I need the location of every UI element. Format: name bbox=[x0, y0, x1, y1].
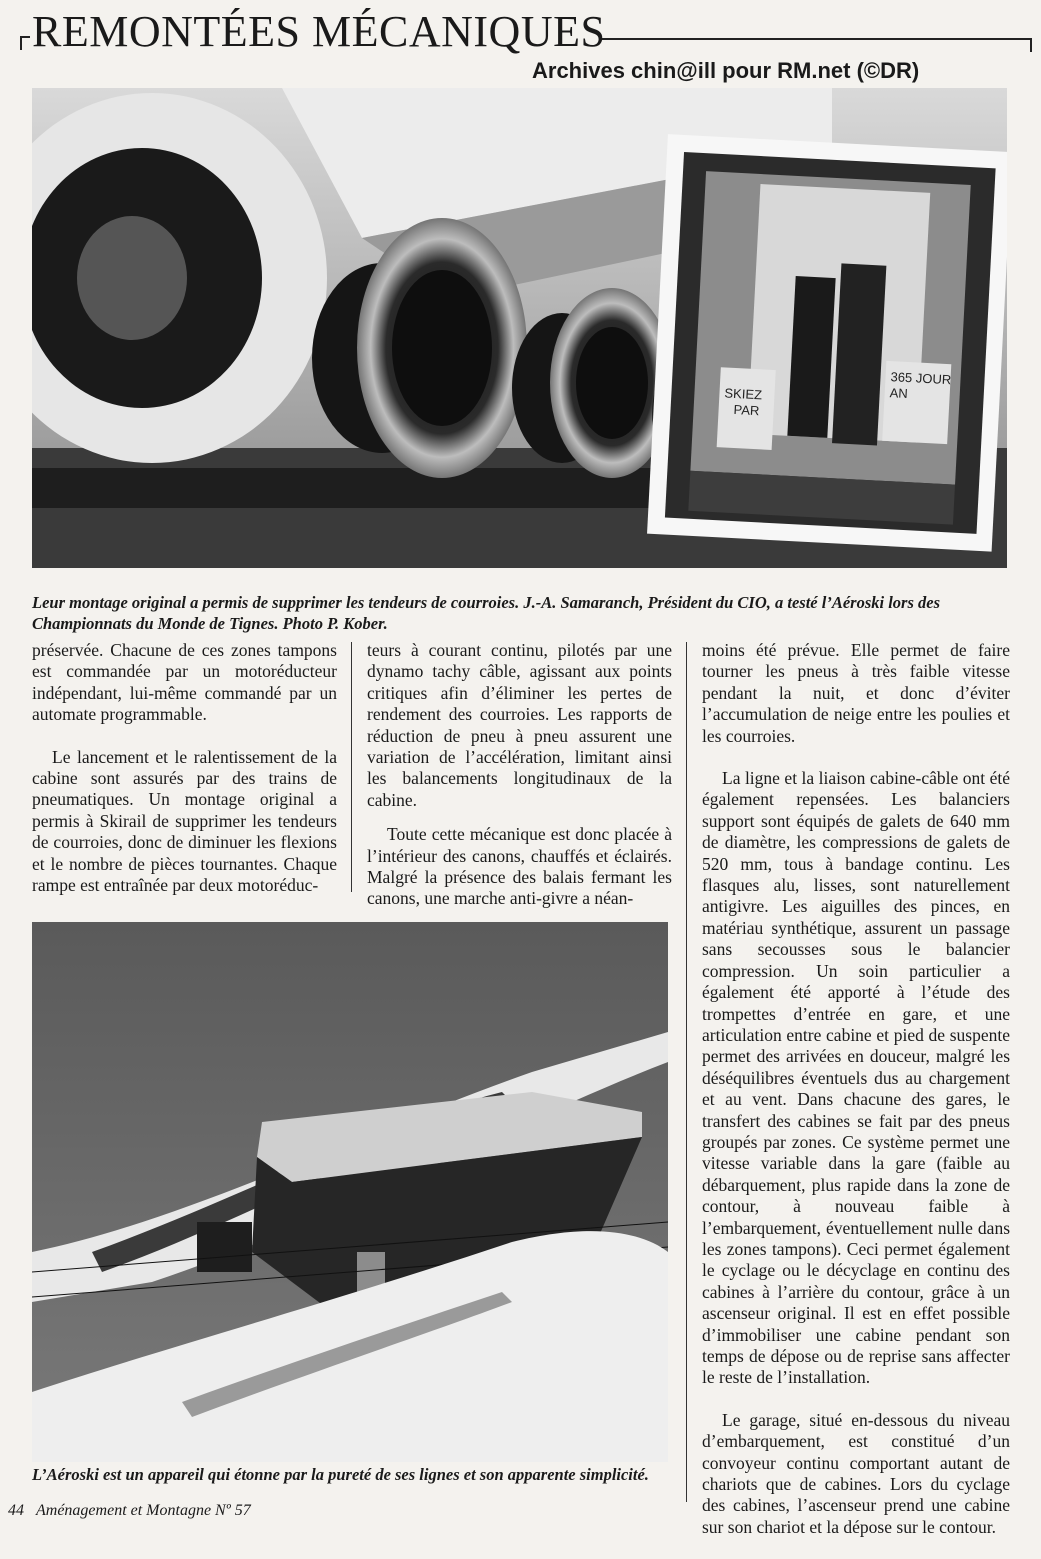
photo-caption-bottom: L’Aéroski est un appareil qui étonne par la pureté de ses lignes et son apparente simplicité. bbox=[32, 1465, 649, 1484]
article-column-1 bbox=[32, 640, 337, 917]
publication-name: Aménagement et Montagne Nº 57 bbox=[36, 1502, 251, 1519]
station-illustration bbox=[32, 922, 668, 1462]
page-footer bbox=[8, 1502, 263, 1520]
column-2-paragraph-2: Toute cette mécanique est donc placée à l’intérieur des canons, chauffés et éclairés. Malgré la présence des balais fermant les canons, une marche anti-givre a néan- bbox=[367, 824, 672, 909]
column-3-paragraph-1: moins été prévue. Elle permet de faire tourner les pneus à très faible vitesse pendant la nuit, et donc d’éviter l’accumulation de neige entre les poulies et les courroies. bbox=[702, 640, 1010, 746]
page-number: 44 bbox=[8, 1502, 24, 1519]
header-rule-right bbox=[1030, 38, 1032, 52]
article-column-2 bbox=[367, 640, 672, 931]
cabin-sign-right-2: AN bbox=[889, 385, 909, 402]
column-2-paragraph-1: teurs à courant continu, pilotés par une dynamo tachy câble, agissant aux points critiques afin d’éliminer les pertes de rendement des courroies. Les rapports de réduction de pneu à pneu assurent une variation de l’accélération, limitant ainsi les balancements longitudinaux de la cabine. bbox=[367, 640, 672, 810]
archive-credit: Archives chin@ill pour RM.net (©DR) bbox=[532, 58, 920, 83]
pulley-machinery-illustration bbox=[32, 88, 1007, 568]
column-3-paragraph-2: La ligne et la liaison cabine-câble ont été également repensées. Les balanciers support sont équipés de galets de 640 mm de diamètre, les compressions de galets de 520 mm, tous à bandage continu. Les flasques alu, lisses, sont naturellement antigivre. Les aiguilles des pinces, en matériau synthétique, assurent un passage sans secousses sous le balancier compression. Un soin particulier a également été apporté à l’étude des trompettes d’entrée en gare, et une articulation entre cabine et pied de suspente permet des arrivées en douceur, malgré les déséquilibres éventuels dus au chargement et au vent. Dans chacune des gares, le transfert des cabines se fait par des pneus groupés par zones. Ce système permet une vitesse variable dans la gare (faible au débarquement, plus rapide dans la zone de contour, à nouveau faible à l’embarquement, éventuellement nulle dans les zones tampons). Ceci permet également le cyclage ou le décyclage en continu des cabines à l’arrière du contour, grâce à un ascenseur original. Il est en effet possible d’immobiliser une cabine pendant son temps de dépose ou de reprise sans affecter le reste de l’installation. bbox=[702, 768, 1010, 1388]
header-rule bbox=[602, 38, 1032, 40]
column-divider-1 bbox=[351, 642, 352, 892]
cabin-sign-left-1: SKIEZ bbox=[724, 385, 763, 403]
header-rule-left bbox=[20, 36, 30, 50]
cabin-sign-right-1: 365 JOUR bbox=[890, 369, 952, 388]
photo-pulley-machinery bbox=[32, 88, 1007, 568]
column-3-paragraph-3: Le garage, situé en-dessous du niveau d’embarquement, est constitué d’un convoyeur continu comportant autant de chariots que de cabines. Lors du cyclage des cabines, l’ascenseur prend une cabine sur son chariot et la dépose sur le contour. bbox=[702, 1409, 1010, 1537]
photo-caption-top: Leur montage original a permis de supprimer les tendeurs de courroies. J.-A. Samaranch, Président du CIO, a testé l’Aéroski lors des Championnats du Monde de Tignes. Photo P. Kober. bbox=[32, 593, 941, 633]
article-column-3 bbox=[702, 640, 1010, 1559]
column-1-paragraph-1: préservée. Chacune de ces zones tampons est commandée par un motoréducteur indépendant, lui-même commandé par un automate programmable. bbox=[32, 640, 337, 725]
column-divider-2 bbox=[686, 642, 687, 1502]
column-1-paragraph-2: Le lancement et le ralentissement de la cabine sont assurés par des trains de pneumatiques. Un montage original a permis à Skirail de supprimer les tendeurs de courroies, donc de diminuer les flexions et le nombre de pièces tournantes. Chaque rampe est entraînée par deux motoréduc- bbox=[32, 746, 337, 896]
cabin-sign-left-2: PAR bbox=[733, 401, 760, 419]
section-title: REMONTÉES MÉCANIQUES bbox=[32, 7, 606, 56]
photo-aeroski-station bbox=[32, 922, 668, 1462]
